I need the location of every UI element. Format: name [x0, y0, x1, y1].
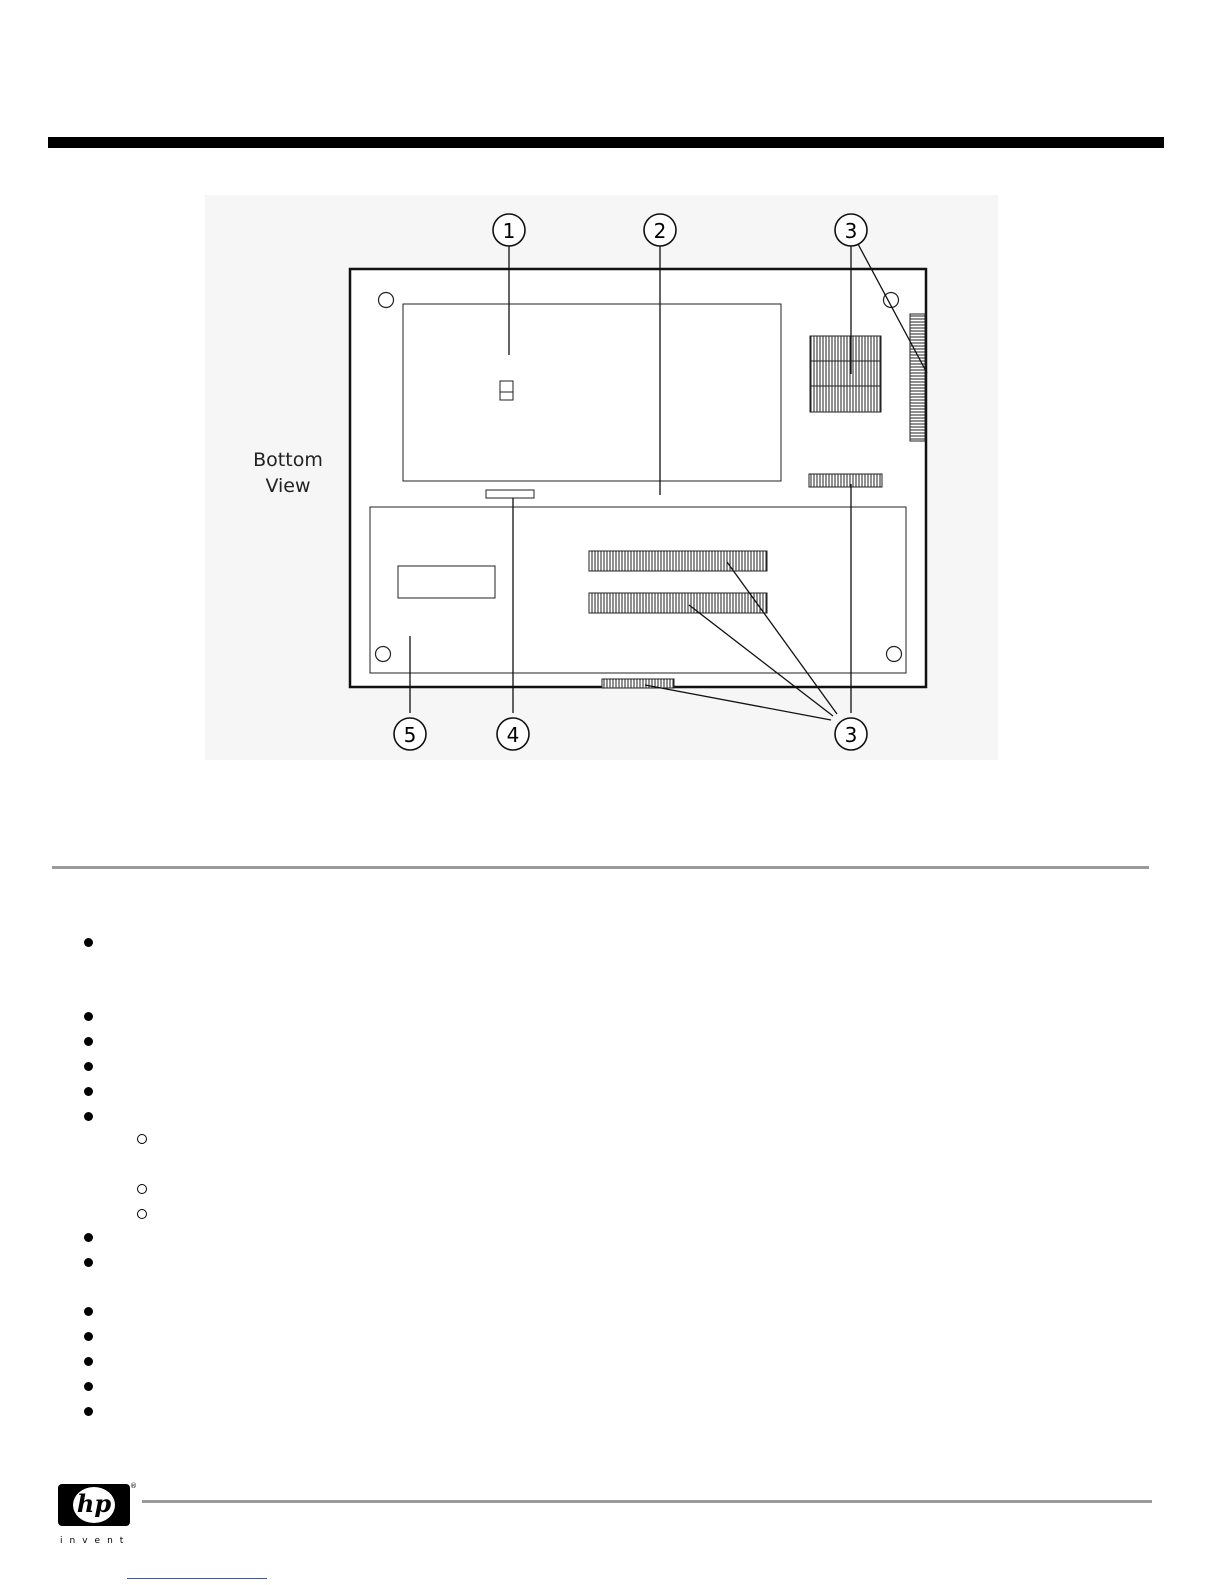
bullet-marker	[84, 938, 93, 947]
view-label-line-1: Bottom	[253, 449, 323, 471]
callout-4	[497, 718, 529, 750]
bullet-marker	[84, 1112, 93, 1121]
screw-hole	[376, 647, 391, 662]
logo-tagline: invent	[60, 1536, 131, 1546]
callout-1-label: 1	[502, 219, 516, 243]
bullet-marker	[84, 1307, 93, 1316]
bullet-marker	[84, 1332, 93, 1341]
section-rule	[52, 866, 1149, 869]
callout-2-label: 2	[653, 219, 667, 243]
bullet-marker	[84, 1233, 93, 1242]
callout-1	[493, 214, 525, 246]
callout-3-top	[835, 214, 867, 246]
vent-small-right	[809, 474, 882, 487]
callout-4-label: 4	[506, 723, 520, 747]
screw-hole	[887, 647, 902, 662]
service-label	[398, 566, 495, 598]
callout-5	[394, 718, 426, 750]
footer-rule	[142, 1500, 1152, 1503]
vent-memory-lower	[589, 593, 767, 613]
bullet-marker	[84, 1037, 93, 1046]
vent-side-edge	[910, 314, 925, 441]
bullet-marker	[84, 1062, 93, 1071]
hp-logo	[58, 1484, 130, 1526]
battery-bay-latch	[500, 381, 513, 400]
release-latch	[486, 490, 534, 498]
callout-3-top-label: 3	[844, 219, 858, 243]
sub-bullet-marker	[137, 1209, 147, 1219]
bullet-marker	[84, 1407, 93, 1416]
callout-3-bottom-label: 3	[844, 723, 858, 747]
hp-logo-mark: hp	[73, 1487, 115, 1523]
bullet-marker	[84, 1258, 93, 1267]
footer-link-underline[interactable]	[127, 1578, 267, 1579]
sub-bullet-marker	[137, 1184, 147, 1194]
sub-bullet-marker	[137, 1134, 147, 1144]
screw-hole	[379, 293, 394, 308]
vent-memory-upper	[589, 551, 767, 571]
registered-mark: ®	[130, 1482, 137, 1490]
view-label-line-2: View	[265, 475, 311, 497]
bullet-marker	[84, 1087, 93, 1096]
bullet-marker	[84, 1357, 93, 1366]
vent-bottom-edge	[602, 679, 674, 688]
callout-5-label: 5	[403, 723, 417, 747]
callout-3-bottom	[835, 718, 867, 750]
callout-2	[644, 214, 676, 246]
vent-grille-upper-right	[810, 336, 881, 412]
bullet-marker	[84, 1382, 93, 1391]
bullet-marker	[84, 1012, 93, 1021]
